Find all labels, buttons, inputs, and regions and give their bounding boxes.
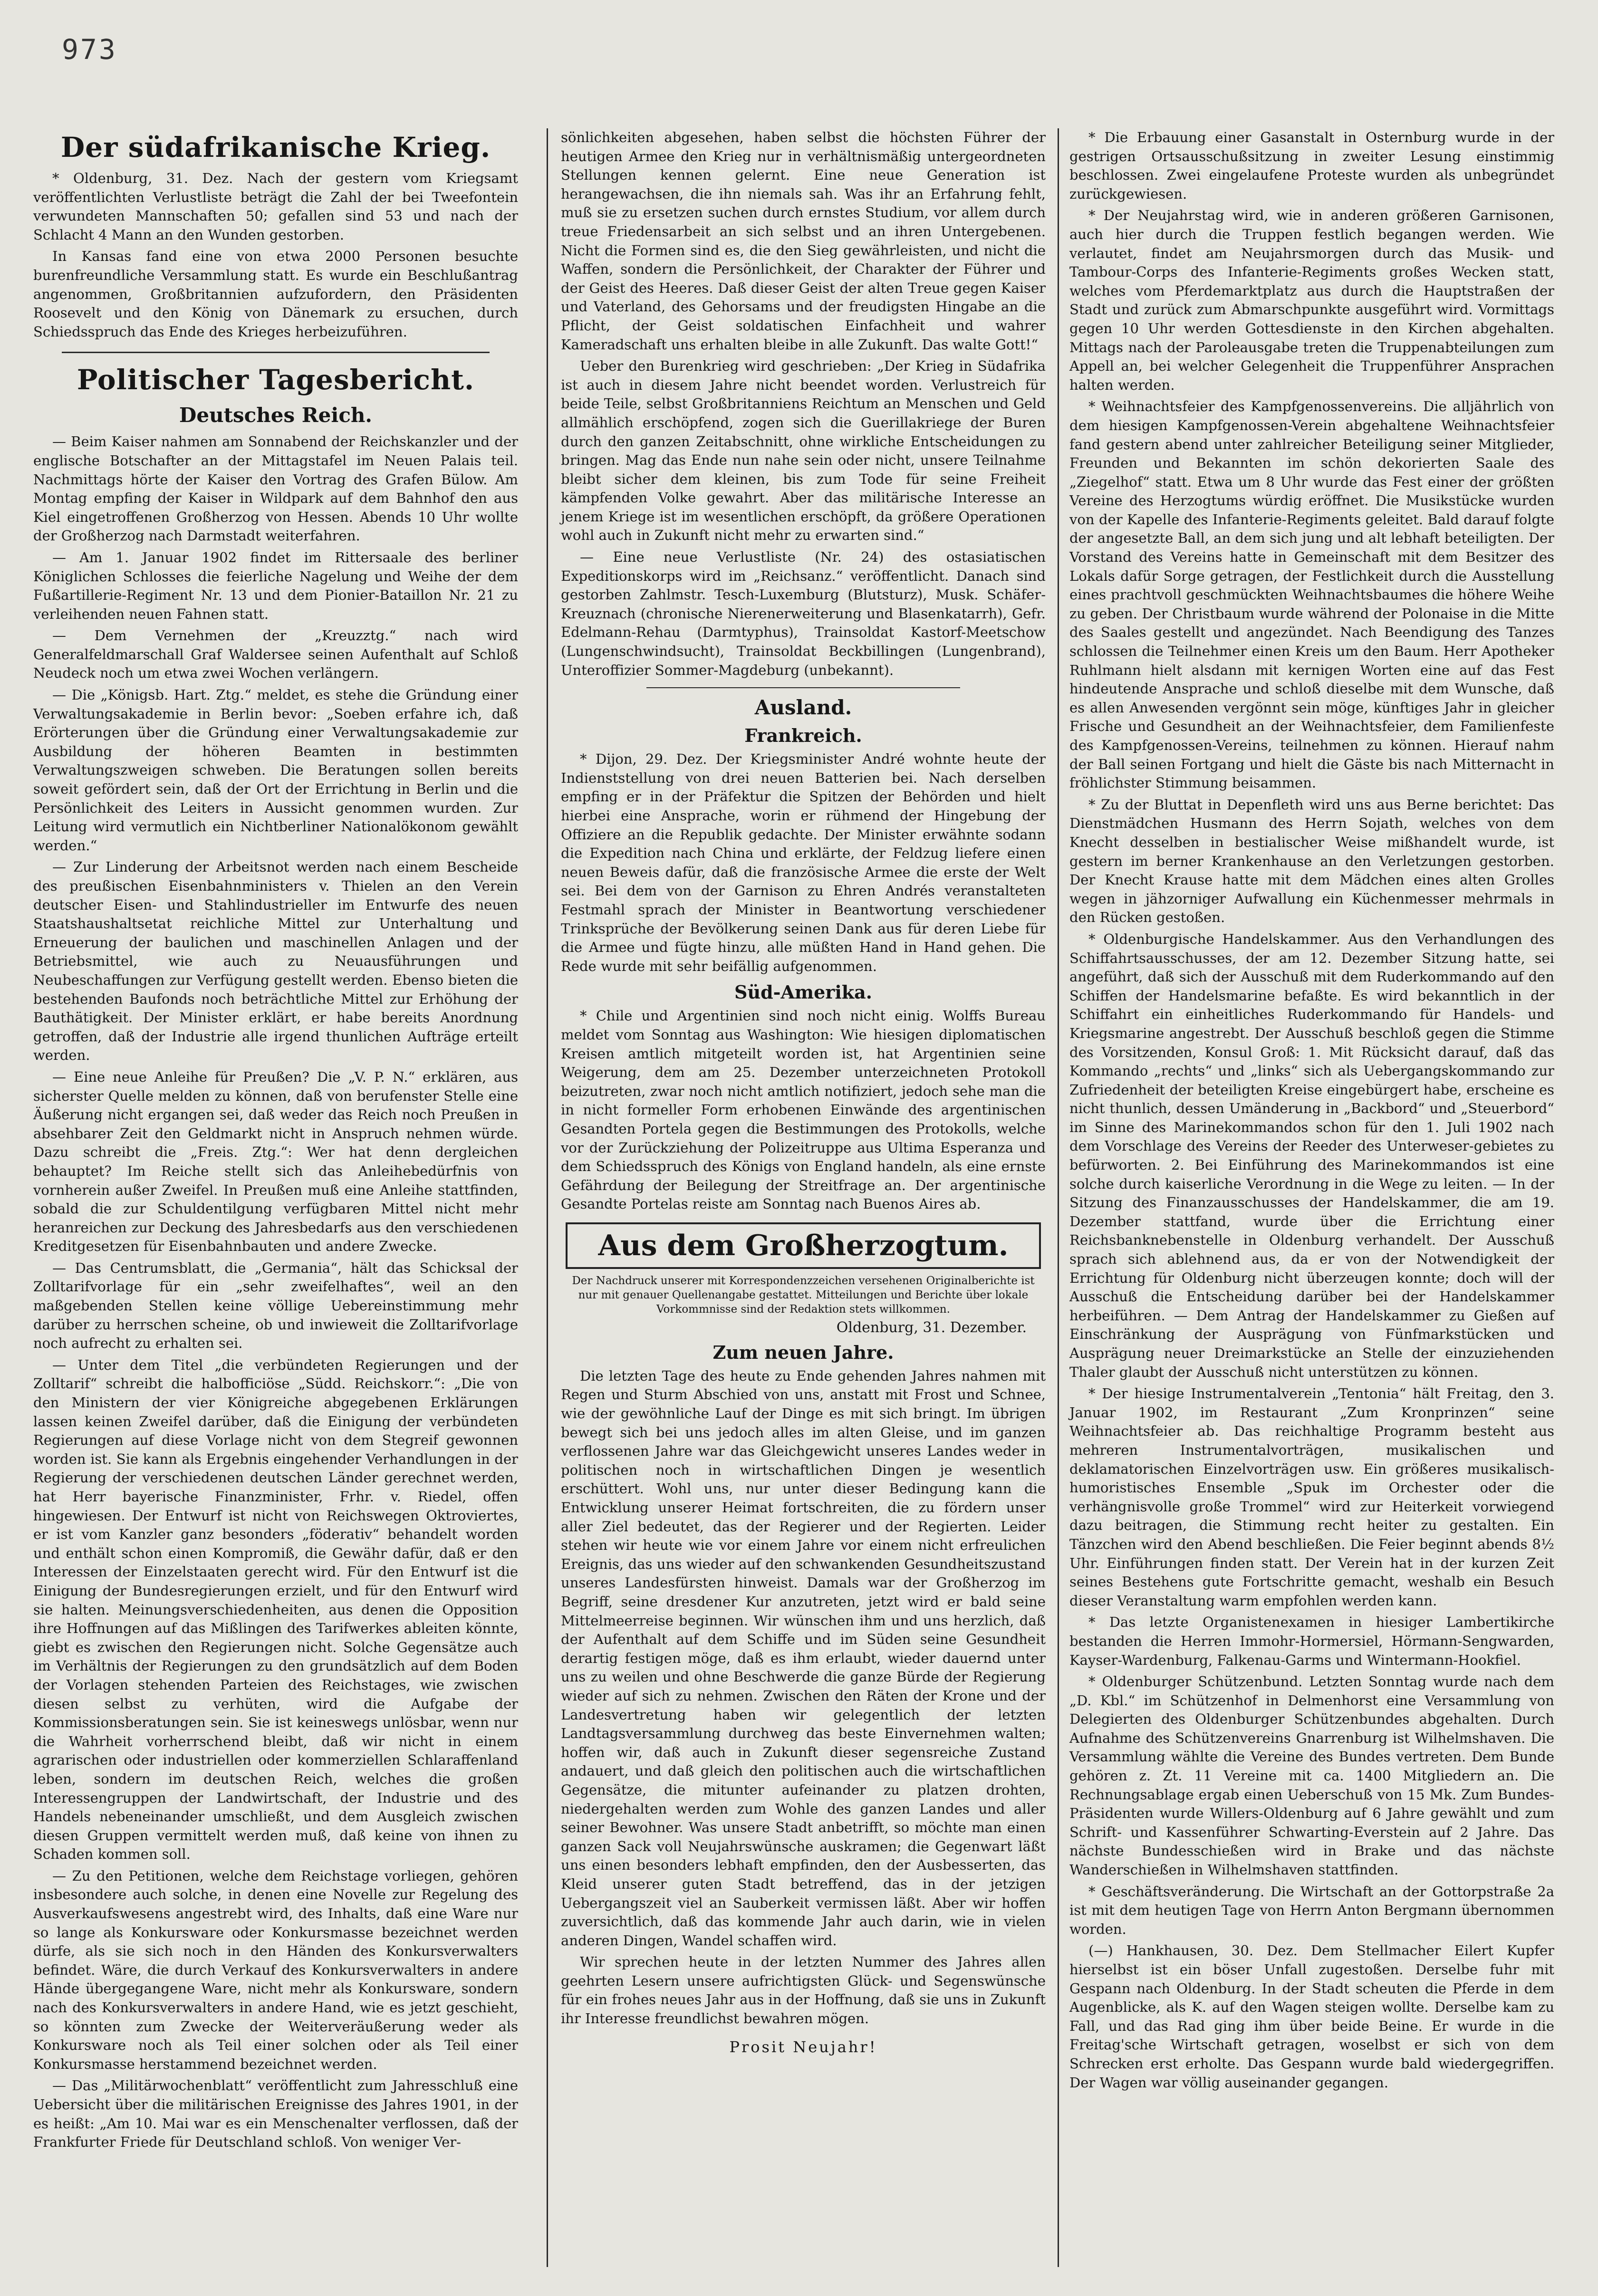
- article-paragraph: — Das „Militärwochenblatt“ veröffentlicht zum Jahresschluß eine Uebersicht über die militärischen Ereignisse des Jahres 1901, in der es heißt: „Am 10. Mai war es ein Menschenalter verflossen, daß der Frankfurter Friede für Deutschland schloß. Von weniger Ver-: [33, 2077, 518, 2151]
- article-paragraph: — Beim Kaiser nahmen am Sonnabend der Reichskanzler und der englische Botschafter an der Mittagstafel im Neuen Palais teil. Nachmittags hörte der Kaiser den Vortrag des Grafen Bülow. Am Montag empfing der Kaiser in Wildpark auf dem Bahnhof den aus Kiel eingetroffenen Großherzog von Hessen. Abends 10 Uhr wollte der Großherzog nach Darmstadt weiterfahren.: [33, 433, 518, 544]
- dateline: Oldenburg, 31. Dezember.: [836, 1319, 1027, 1336]
- section-divider: [62, 352, 490, 353]
- article-paragraph: * Die Erbauung einer Gasanstalt in Osternburg wurde in der gestrigen Ortsausschußsitzung in zweiter Lesung einstimmig beschlossen. Zwei eingelaufene Proteste wurden als unbegründet zurückgewiesen.: [1069, 129, 1554, 202]
- article-paragraph: * Weihnachtsfeier des Kampfgenossenvereins. Die alljährlich von dem hiesigen Kampfgenossen-Verein abgehaltene Weihnachtsfeier fand gestern abend unter zahlreicher Beteiligung seiner Mitglieder, Freunden und Bekannten im schön dekorierten Saale des „Ziegelhof“ statt. Etwa um 8 Uhr wurde das Fest einer der größten Vereine des Herzogtums würdig eröffnet. Die Musikstücke wurden von der Kapelle des Infanterie-Regiments geleitet. Bald darauf folgte der angesetzte Ball, an dem sich jung und alt lebhaft beteiligten. Der Vorstand des Vereins hatte in Gemeinschaft mit dem Besitzer des Lokals dafür Sorge getragen, der Festlichkeit durch die Ausstellung eines prachtvoll geschmückten Weihnachtsbaumes die höhere Weihe zu geben. Der Christbaum wurde während der Polonaise in die Mitte des Saales gestellt und angezündet. Nach Beendigung des Tanzes schlossen die Teilnehmer einen Kreis um den Baum. Herr Apotheker Ruhlmann hielt alsdann mit kernigen Worten eine auf das Fest hindeutende Ansprache und schloß dieselbe mit dem Wunsche, daß es allen Anwesenden vergönnt sein möge, künftiges Jahr in gleicher Frische und Gesundheit an der Weihnachtsfeier, dem Familienfeste des Kampfgenossen-Vereins, teilnehmen zu können. Hierauf nahm der Ball seinen Fortgang und hielt die Gäste bis nach Mitternacht in fröhlichster Stimmung beisammen.: [1069, 398, 1554, 791]
- column-rule: [547, 128, 548, 2267]
- article-paragraph: * Das letzte Organistenexamen in hiesiger Lambertikirche bestanden die Herren Immohr-Hormersiel, Hörmann-Sengwarden, Kayser-Wardenburg, Falkenau-Garms und Wintermann-Hookfiel.: [1069, 1614, 1554, 1668]
- section-box-heading: Aus dem Großherzogtum.: [566, 1222, 1041, 1269]
- column-3: [1069, 128, 1554, 2095]
- article-paragraph: — Am 1. Januar 1902 findet im Rittersaale des berliner Königlichen Schlosses die feierliche Nagelung und Weihe der dem Fußartillerie-Regiment Nr. 13 und dem Pionier-Bataillon Nr. 21 zu verleihenden neuen Fahnen statt.: [33, 549, 518, 622]
- page-number: 973: [62, 33, 117, 66]
- article-paragraph: * Der hiesige Instrumentalverein „Tentonia“ hält Freitag, den 3. Januar 1902, im Restaurant „Zum Kronprinzen“ seine Weihnachtsfeier ab. Das reichhaltige Programm besteht aus mehreren Instrumentalvorträgen, musikalischen und deklamatorischen Einzelvorträgen usw. Ein größeres musikalisch-humoristisches Ensemble „Spuk im Orchester oder die verhängnisvolle große Trommel“ wird zur Heiterkeit vorwiegend dazu beitragen, die Stimmung recht heiter zu gestalten. Ein Tänzchen wird den Abend beschließen. Die Feier beginnt abends 8½ Uhr. Einführungen finden statt. Der Verein hat in der kurzen Zeit seines Bestehens gute Fortschritte gemacht, weshalb ein Besuch dieser Veranstaltung warm empfohlen werden kann.: [1069, 1385, 1554, 1609]
- subsection-heading: Süd-Amerika.: [734, 981, 872, 1003]
- section-heading: Ausland.: [754, 696, 852, 720]
- article-paragraph: In Kansas fand eine von etwa 2000 Personen besuchte burenfreundliche Versammlung statt. Es wurde ein Beschlußantrag angenommen, Großbritannien aufzufordern, den Präsidenten Roosevelt und den König von Dänemark zu ersuchen, durch Schiedsspruch das Ende des Krieges herbeizuführen.: [33, 248, 518, 340]
- article-paragraph: * Oldenburger Schützenbund. Letzten Sonntag wurde nach dem „D. Kbl.“ im Schützenhof in Delmenhorst eine Versammlung von Delegierten des Oldenburger Schützenbundes abgehalten. Durch Aufnahme des Schützenvereins Gnarrenburg ist Wilhelmshaven. Die Versammlung wählte die Vereine des Bundes vertreten. Dem Bunde gehören z. Zt. 11 Vereine mit ca. 1400 Mitgliedern an. Die Rechnungsablage ergab einen Ueberschuß von 15 Mk. Zum Bundes-Präsidenten wurde Willers-Oldenburg auf 6 Jahre gewählt und zum Schrift- und Kassenführer Schwarting-Everstein auf 2 Jahre. Das nächste Bundesschießen wird in Brake und das nächste Wanderschießen in Wilhelmshaven stattfinden.: [1069, 1673, 1554, 1878]
- section-heading: Der südafrikanische Krieg.: [60, 131, 491, 163]
- article-paragraph: — Unter dem Titel „die verbündeten Regierungen und der Zolltarif“ schreibt die halbofficiöse „Südd. Reichskorr.“: „Die von den Ministern der vier Königreiche abgegebenen Erklärungen lassen keinen Zweifel darüber, daß die Einigung der verbündeten Regierungen auf diese Vorlage nicht von dem Stegreif gewonnen worden ist. Sie kann als Ergebnis eingehender Verhandlungen in der Regierung der verschiedenen deutschen Länder gerechnet werden, hat Herr bayerische Finanzminister, Frhr. v. Riedel, offen hingewiesen. Der Entwurf ist nicht von Reichswegen Oktroviertes, er ist vom Kanzler ganz besonders „föderativ“ behandelt worden und enthält schon einen Kompromiß, die Gewähr dafür, daß er den Interessen der Einzelstaaten gerecht wird. Für den Entwurf ist die Einigung der Bundesregierungen erzielt, und für den Entwurf wird sie halten. Meinungsverschiedenheiten, aus denen die Opposition ihre Hoffnungen auf das Mißlingen des Tarifwerkes ableiten könnte, giebt es zwischen den Regierungen nicht. Solche Gegensätze auch im Verhältnis der Regierungen zu den grundsätzlich auf dem Boden der Vorlagen stehenden Parteien des Reichstages, wie zwischen diesen selbst zu verhüten, wird die Aufgabe der Kommissionsberatungen sein. Sie ist keineswegs unlösbar, wenn nur die Wahrheit vorherrschend bleibt, daß wir nicht in einem agrarischen oder industriellen oder kommerziellen Schlaraffenland leben, sondern im deutschen Reich, welches die großen Interessengruppen der Landwirtschaft, der Industrie und des Handels nebeneinander umschließt, und dem Ausgleich zwischen diesen Gruppen vermittelt werden muß, daß keine von ihnen zu Schaden kommen soll.: [33, 1356, 518, 1863]
- article-paragraph: Ueber den Burenkrieg wird geschrieben: „Der Krieg in Südafrika ist auch in diesem Jahre nicht beendet worden. Verlustreich für beide Teile, selbst Großbritanniens Reichtum an Menschen und Geld allmählich erschöpfend, zogen sich die Guerillakriege der Buren durch den ganzen Zeitabschnitt, ohne wirkliche Entscheidungen zu bringen. Mag das Ende nun nahe sein oder nicht, unsere Teilnahme bleibt sicher dem kleinen, bis zum Tode für seine Freiheit kämpfenden Volke gewahrt. Aber das militärische Interesse an jenem Kriege ist im wesentlichen erschöpft, da größere Operationen wohl auch in Zukunft nicht mehr zu erwarten sind.“: [561, 358, 1046, 544]
- closing-greeting: Prosit Neujahr!: [729, 2037, 877, 2056]
- article-paragraph: * Chile und Argentinien sind noch nicht einig. Wolffs Bureau meldet vom Sonntag aus Washington: Wie hiesigen diplomatischen Kreisen amtlich mitgeteilt worden ist, hat Argentinien seine Weigerung, dem am 25. Dezember unterzeichneten Protokoll beizutreten, zwar noch nicht amtlich notifiziert, jedoch sehe man die in nicht formeller Form erhobenen Einwände des argentinischen Gesandten Portela gegen die Bestimmungen des Protokolls, welche vor der Zurückziehung der Polizeitruppe aus Ultima Esperanza und dem Schiedsspruch des Königs von England handeln, als eine ernste Gefährdung der Beilegung der Streitfrage an. Der argentinische Gesandte Portelas reiste am Sonntag nach Buenos Aires ab.: [561, 1008, 1046, 1212]
- column-1: [33, 128, 518, 2155]
- section-divider: [646, 687, 960, 688]
- article-paragraph: — Eine neue Anleihe für Preußen? Die „V. P. N.“ erklären, aus sicherster Quelle melden zu können, daß von berufenster Stelle eine Äußerung nicht ergangen sei, daß weder das Reich noch Preußen in absehbarer Zeit den Geldmarkt nicht in Anspruch nehmen würde. Dazu schreibt die „Freis. Ztg.“: Wer hat denn dergleichen behauptet? Im Reiche stellt sich das Anleihebedürfnis von vornherein außer Zweifel. In Preußen muß eine Anleihe stattfinden, sobald die zur Schuldentilgung verfügbaren Mittel nicht mehr heranreichen zur Deckung des Jahresbedarfs aus den verschiedenen Kreditgesetzen für Eisenbahnbauten und andere Zwecke.: [33, 1068, 518, 1255]
- article-paragraph: — Die „Königsb. Hart. Ztg.“ meldet, es stehe die Gründung einer Verwaltungsakademie in Berlin bevor: „Soeben erfahre ich, daß Erörterungen über die Gründung einer Verwaltungsakademie zur Ausbildung der höheren Beamten in bestimmten Verwaltungszweigen schweben. Die Beratungen sollen bereits soweit gefördert sein, daß der Ort der Errichtung in Berlin und die Persönlichkeit des Leiters in Aussicht genommen wurden. Zur Leitung wird vermutlich ein Nichtberliner Nationalökonom gewählt werden.“: [33, 687, 518, 854]
- column-2: [561, 128, 1046, 2056]
- subsection-heading: Zum neuen Jahre.: [712, 1341, 894, 1363]
- column-rule: [1058, 128, 1059, 2267]
- reprint-notice: Der Nachdruck unserer mit Korrespondenzzeichen versehenen Originalberichte ist nur mit genauer Quellenangabe gestattet. Mitteilungen und Berichte über lokale Vorkommnisse sind der Redaktion stets willkommen.: [572, 1274, 1035, 1316]
- article-paragraph: * Dijon, 29. Dez. Der Kriegsminister André wohnte heute der Indienststellung von drei neuen Batterien bei. Nach derselben empfing er in der Präfektur die Spitzen der Behörden und hielt hierbei eine Ansprache, worin er rühmend der Hingebung der Offiziere an die Republik gedachte. Der Minister erwähnte sodann die Expedition nach China und erklärte, der Feldzug liefere einen neuen Beweis dafür, daß die französische Armee die erste der Welt sei. Bei dem von der Garnison zu Ehren Andrés veranstalteten Festmahl sprach der Minister in Beantwortung verschiedener Trinksprüche der Bevölkerung seinen Dank aus für deren Liebe für die Armee und fügte hinzu, alle müßten Hand in Hand gehen. Die Rede wurde mit sehr beifällig aufgenommen.: [561, 751, 1046, 974]
- article-paragraph: * Geschäftsveränderung. Die Wirtschaft an der Gottorpstraße 2a ist mit dem heutigen Tage von Herrn Anton Bergmann übernommen worden.: [1069, 1883, 1554, 1937]
- article-paragraph: * Der Neujahrstag wird, wie in anderen größeren Garnisonen, auch hier durch die Truppen festlich begangen werden. Wie verlautet, findet am Neujahrsmorgen durch das Musik- und Tambour-Corps des Infanterie-Regiments großes Wecken statt, welches vom Pferdemarktplatz aus durch die Hauptstraßen der Stadt und zurück zum Abmarschpunkte ausgeführt wird. Vormittags gegen 10 Uhr werden Gottesdienste in den Kirchen abgehalten. Mittags nach der Paroleausgabe treten die Truppenabteilungen zum Appell an, bei welcher Gelegenheit die Truppenführer Ansprachen halten werden.: [1069, 207, 1554, 393]
- article-paragraph: (—) Hankhausen, 30. Dez. Dem Stellmacher Eilert Kupfer hierselbst ist ein böser Unfall zugestoßen. Derselbe fuhr mit Gespann nach Oldenburg. In der Stadt scheuten die Pferde in dem Augenblicke, als K. auf den Wagen steigen wollte. Derselbe kam zu Fall, und das Rad ging ihm über beide Beine. Er wurde in die Freitag'sche Wirtschaft getragen, woselbst er sich von dem Schrecken erst erholte. Das Gespann wurde bald wiedergegriffen. Der Wagen war völlig auseinander gegangen.: [1069, 1942, 1554, 2091]
- subsection-heading: Deutsches Reich.: [179, 403, 373, 427]
- article-paragraph: sönlichkeiten abgesehen, haben selbst die höchsten Führer der heutigen Armee den Krieg nur in verhältnismäßig untergeordneten Stellungen kennen gelernt. Eine neue Generation ist herangewachsen, die ihn niemals sah. Was ihr an Erfahrung fehlt, muß sie zu ersetzen suchen durch ernstes Studium, vor allem durch treue Friedensarbeit an sich selbst und an ihren Untergebenen. Nicht die Formen sind es, die den Sieg gewährleisten, und nicht die Waffen, sondern die Persönlichkeit, der Charakter der Führer und der Geist des Heeres. Daß dieser Geist der alten Treue gegen Kaiser und Vaterland, des Gehorsams und der freudigsten Hingabe an die Pflicht, der Geist soldatischen Einfachheit und wahrer Kameradschaft uns erhalten bleibe in alle Zukunft. Das walte Gott!“: [561, 129, 1046, 353]
- article-paragraph: — Das Centrumsblatt, die „Germania“, hält das Schicksal der Zolltarifvorlage für ein „sehr zweifelhaftes“, weil an den maßgebenden Stellen keine völlige Uebereinstimmung mehr darüber zu herrschen scheine, ob und inwieweit die Zolltarifvorlage noch aufrecht zu erhalten sei.: [33, 1259, 518, 1352]
- article-paragraph: — Dem Vernehmen der „Kreuzztg.“ nach wird Generalfeldmarschall Graf Waldersee seinen Aufenthalt auf Schloß Neudeck noch um etwa zwei Wochen verlängern.: [33, 627, 518, 682]
- article-paragraph: Die letzten Tage des heute zu Ende gehenden Jahres nahmen mit Regen und Sturm Abschied von uns, anstatt mit Frost und Schnee, wie der gewöhnliche Lauf der Dinge es mit sich bringt. Im übrigen bewegt sich bei uns jedoch alles im alten Gleise, und im ganzen verflossenen Jahre war das Gleichgewicht unseres Landes weder in politischen noch in wirtschaftlichen Dingen je wesentlich erschüttert. Wohl uns, nur unter dieser Bedingung kann die Entwicklung unserer Heimat fortschreiten, die zu fördern unser aller Ziel bedeutet, das der Regierer und der Regierten. Leider stehen wir heute wie vor einem Jahre vor einem nicht erfreulichen Ereignis, das uns wieder auf den schwankenden Gesundheitszustand unseres Landesfürsten hinweist. Damals war der Großherzog im Begriff, seine dresdener Kur anzutreten, jetzt wird er bald seine Mittelmeerreise beginnen. Wir wünschen ihm und uns herzlich, daß der Aufenthalt auf dem Schiffe und im Süden seine Gesundheit derartig festigen möge, daß es ihm erlaubt, wieder dauernd unter uns zu weilen und ohne Beschwerde die ganze Bürde der Regierung wieder auf sich zu nehmen. Zwischen den Räten der Krone und der Landesvertretung haben wir gelegentlich der letzten Landtagsversammlung durchweg das beste Einvernehmen walten; hoffen wir, daß auch in Zukunft dieser segensreiche Zustand andauert, und daß gleich den politischen auch die wirtschaftlichen Gegensätze, die mitunter aufeinander zu platzen drohten, niedergehalten werden zum Wohle des ganzen Landes und aller seiner Bewohner. Was unsere Stadt anbetrifft, so möchte man einen ganzen Sack voll Neujahrswünsche auskramen; die Gegenwart läßt uns einen besonders lebhaft empfinden, den der Ausbesserten, das Kleid unserer guten Stadt betreffend, das in der jetzigen Uebergangszeit viel an Sauberkeit vermissen läßt. Aber wir hoffen zuversichtlich, daß das kommende Jahr auch darin, wie in vielen anderen Dingen, Wandel schaffen wird.: [561, 1367, 1046, 1949]
- article-paragraph: * Oldenburgische Handelskammer. Aus den Verhandlungen des Schiffahrtsausschusses, der am 12. Dezember Sitzung hatte, sei angeführt, daß sich der Ausschuß mit dem Ruderkommando auf den Schiffen der Handelsmarine befaßte. Es wird bekanntlich in der Schiffahrt ein einheitliches Ruderkommando für Handels- und Kriegsmarine angestrebt. Der Ausschuß beschloß gegen die Stimme des Vorsitzenden, Konsul Groß: 1. Mit Rücksicht darauf, daß das Kommando „rechts“ und „links“ sich als Uebergangskommando zur Zufriedenheit der beteiligten Kreise eingebürgert habe, erscheine es nicht thunlich, dessen Umänderung in „Backbord“ und „Steuerbord“ im Sinne des Marinekommandos schon für den 1. Juli 1902 nach dem Vorschlage des Vereins der Reeder des Unterweser-gebietes zu befürworten. 2. Bei Einführung des Marinekommandos ist eine solche durch kaiserliche Verordnung in die Wege zu leiten. — In der Sitzung des Finanzausschusses der Handelskammer, die am 19. Dezember stattfand, wurde über die Errichtung einer Reichsbanknebenstelle in Oldenburg verhandelt. Der Ausschuß sprach sich ablehnend aus, da er von der Notwendigkeit der Errichtung für Oldenburg nicht überzeugen konnte; doch will der Ausschuß die Entscheidung darüber bei der Handelskammer herbeiführen. — Dem Antrag der Handelskammer zu Gießen auf Einschränkung der Ausprägung von Fünfmarkstücken und Ausprägung neuer Dreimarkstücke an Stelle der einzuziehenden Thaler glaubt der Ausschuß nicht unterstützen zu können.: [1069, 931, 1554, 1380]
- article-paragraph: * Zu der Bluttat in Depenfleth wird uns aus Berne berichtet: Das Dienstmädchen Husmann des Herrn Sojath, welches von dem Knecht desselben in bestialischer Weise mißhandelt wurde, ist gestern im berner Krankenhause an den Verletzungen gestorben. Der Knecht Krause hatte mit dem Mädchen eines alten Grolles wegen in jähzorniger Aufwallung ein Küchenmesser mehrmals in den Rücken gestoßen.: [1069, 796, 1554, 926]
- article-paragraph: — Eine neue Verlustliste (Nr. 24) des ostasiatischen Expeditionskorps wird im „Reichsanz.“ veröffentlicht. Danach sind gestorben Zahlmstr. Tesch-Luxemburg (Blutsturz), Musk. Schäfer-Kreuznach (chronische Nierenerweiterung und Blasenkatarrh), Gefr. Edelmann-Rehau (Darmtyphus), Trainsoldat Kastorf-Meetschow (Lungenschwindsucht), Trainsoldat Beckbillingen (Lungenbrand), Unteroffizier Sommer-Magdeburg (unbekannt).: [561, 549, 1046, 678]
- article-paragraph: * Oldenburg, 31. Dez. Nach der gestern vom Kriegsamt veröffentlichten Verlustliste beträgt die Zahl der bei Tweefontein verwundeten Mannschaften 50; gefallen sind 53 und nach der Schlacht 4 Mann an den Wunden gestorben.: [33, 170, 518, 243]
- article-paragraph: — Zu den Petitionen, welche dem Reichstage vorliegen, gehören insbesondere auch solche, in denen eine Novelle zur Regelung des Ausverkaufswesens angestrebt wird, des Inhalts, daß eine Ware nur so lange als Konkursware oder Konkursmasse bezeichnet werden dürfe, als sie sich noch in den Händen des Konkursverwalters befindet. Wäre, die durch Verkauf des Konkursverwalters in andere Hände übergegangene Ware, nicht mehr als Konkursware, sondern nach des Konkursverwalters in andere Hand, wie es jetzt geschieht, so könnten zum Zwecke der Weiterveräußerung weder als Konkursware noch als Teil einer solchen oder als Teil einer Konkursmasse herstammend bezeichnet werden.: [33, 1867, 518, 2072]
- article-paragraph: Wir sprechen heute in der letzten Nummer des Jahres allen geehrten Lesern unsere aufrichtigsten Glück- und Segenswünsche für ein frohes neues Jahr aus in der Hoffnung, daß sie uns in Zukunft ihr Interesse freundlichst bewahren mögen.: [561, 1954, 1046, 2027]
- article-paragraph: — Zur Linderung der Arbeitsnot werden nach einem Bescheide des preußischen Eisenbahnministers v. Thielen an den Verein deutscher Eisen- und Stahlindustrieller im Entwurfe des neuen Staatshaushaltsetat reichliche Mittel zur Unterhaltung und Erneuerung der baulichen und maschinellen Anlagen und der Betriebsmittel, wie auch zu Neuausführungen und Neubeschaffungen zur Verfügung gestellt werden. Ebenso bieten die bestehenden Baufonds noch beträchtliche Mittel zur Erhöhung der Bauthätigkeit. Der Minister erklärt, er habe bereits Anordnung getroffen, daß der Industrie alle irgend thunlichen Aufträge erteilt werden.: [33, 859, 518, 1064]
- subsection-heading: Frankreich.: [744, 725, 862, 747]
- section-heading: Politischer Tagesbericht.: [77, 364, 475, 396]
